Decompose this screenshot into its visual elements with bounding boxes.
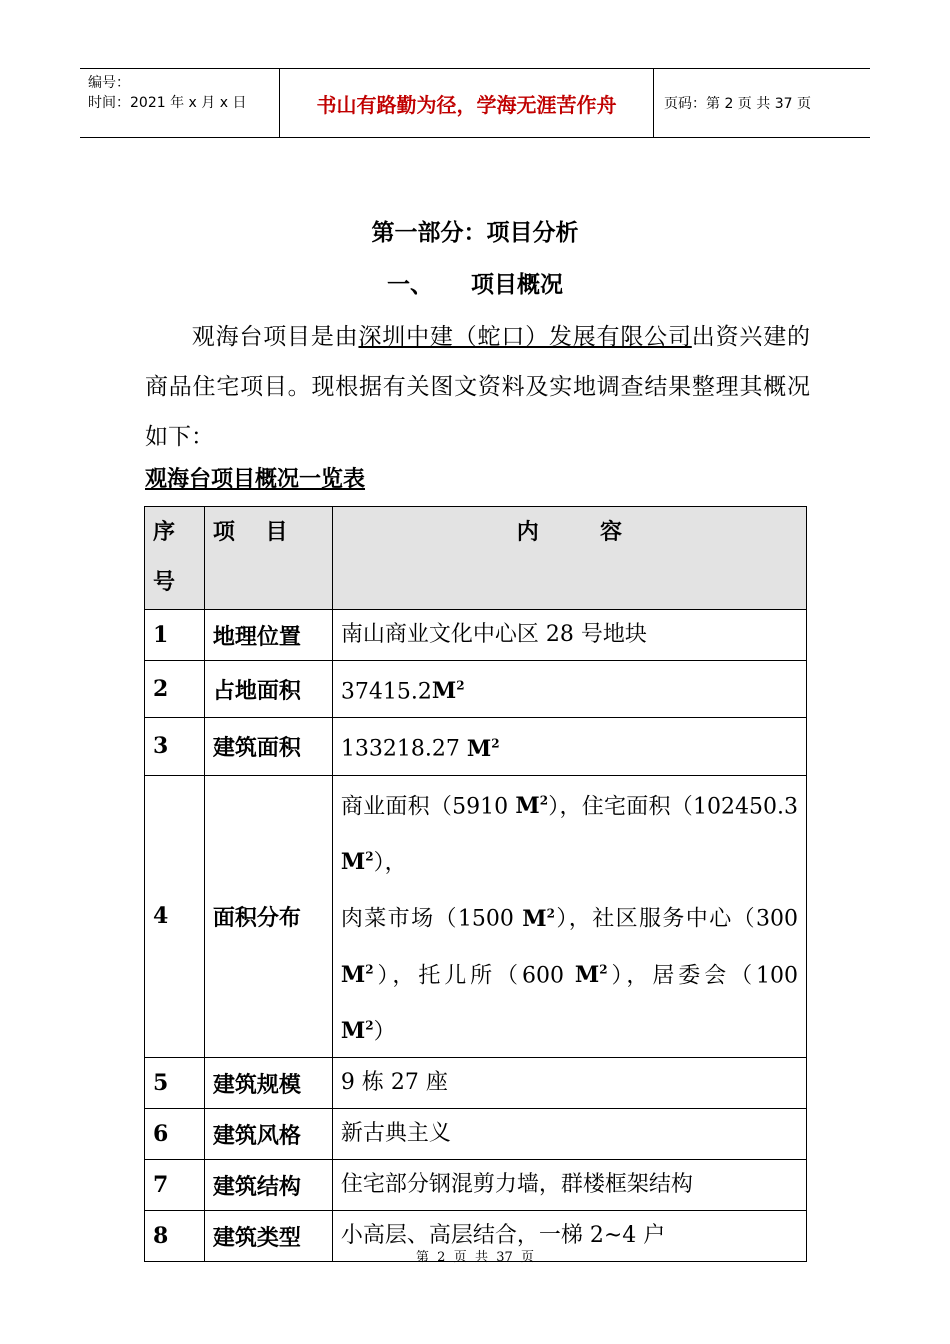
header-content	[332, 507, 806, 610]
unit-text: M	[574, 961, 600, 988]
unit-sup: 2	[599, 962, 608, 977]
part-title: 第一部分：项目分析	[371, 220, 579, 246]
header-item-text: 项 目	[212, 520, 288, 545]
unit-sup: 2	[365, 962, 374, 977]
part: ），托儿所（600	[373, 962, 575, 988]
row-value	[332, 661, 806, 718]
row-key: 面积分布	[204, 775, 332, 1058]
unit-sup: 2	[365, 1018, 374, 1033]
intro-after: 出资兴建的商品住宅项目。现根据有关图文资料及实地调查结果整理其概况如下：	[145, 324, 811, 450]
unit	[432, 678, 465, 704]
unit	[467, 736, 500, 762]
row-number: 7	[145, 1160, 205, 1211]
row-number: 2	[145, 661, 205, 718]
unit-sup: 2	[456, 679, 465, 693]
header-seq	[145, 507, 205, 610]
unit-text: M	[340, 849, 366, 876]
row-key: 建筑风格	[204, 1109, 332, 1160]
unit-text: M	[340, 1018, 366, 1045]
header-meta	[80, 69, 280, 137]
row-value: 南山商业文化中心区 28 号地块	[332, 610, 806, 661]
table-row	[145, 1058, 807, 1109]
table-row	[145, 1160, 807, 1211]
row-number: 4	[145, 775, 205, 1058]
unit-text: M	[515, 792, 540, 819]
unit-text: M	[340, 961, 366, 988]
row-key: 建筑类型	[204, 1211, 332, 1262]
row-key: 建筑结构	[204, 1160, 332, 1211]
header-motto: 书山有路勤为径，学海无涯苦作舟	[280, 69, 654, 137]
unit	[341, 1018, 374, 1044]
table-row	[145, 1109, 807, 1160]
unit-text: M	[431, 678, 457, 705]
page-header	[80, 68, 870, 138]
unit	[341, 849, 374, 875]
part: ）	[373, 1019, 396, 1045]
row-key: 建筑面积	[204, 718, 332, 775]
header-page-label: 页码：第 2 页 共 37 页	[664, 96, 811, 112]
time-label: 时间：2021 年 x 月 x 日	[88, 95, 247, 111]
header-seq-text: 序号	[153, 520, 176, 595]
row-number: 1	[145, 610, 205, 661]
unit	[515, 793, 548, 819]
part: ），住宅面积（102450.3	[548, 793, 798, 819]
row-value: 住宅部分钢混剪力墙，群楼框架结构	[332, 1160, 806, 1211]
row-key: 建筑规模	[204, 1058, 332, 1109]
table-row	[145, 718, 807, 775]
overview-table	[144, 506, 807, 1262]
table-row	[145, 775, 807, 1058]
part: ），居委会（100	[607, 962, 798, 988]
section-number: 一、	[387, 272, 433, 298]
table-title: 观海台项目概况一览表	[145, 467, 366, 492]
intro-paragraph	[145, 312, 810, 462]
page-footer: 第 2 页 共 37 页	[415, 1250, 535, 1265]
row-key: 地理位置	[204, 610, 332, 661]
header-item	[204, 507, 332, 610]
row-number: 3	[145, 718, 205, 775]
section-title: 项目概况	[471, 272, 563, 298]
unit-sup: 2	[491, 736, 500, 751]
unit-text: M	[522, 905, 547, 932]
intro-before: 观海台项目是由	[191, 324, 359, 350]
part: 商业面积（5910	[340, 793, 516, 819]
part: ），	[373, 850, 407, 876]
row-key: 占地面积	[204, 661, 332, 718]
unit-text: M	[466, 735, 492, 762]
value-text: 37415.2	[340, 679, 432, 705]
number-label: 编号：	[88, 75, 130, 91]
intro-company: 深圳中建（蛇口）发展有限公司	[358, 324, 692, 350]
unit	[522, 906, 555, 932]
part: ），社区服务中心（300	[554, 906, 798, 932]
unit-sup: 2	[546, 906, 555, 921]
row-number: 5	[145, 1058, 205, 1109]
unit	[575, 962, 608, 988]
row-number: 6	[145, 1109, 205, 1160]
row-value-area-distribution	[332, 775, 806, 1058]
table-header-row	[145, 507, 807, 610]
part: 肉菜市场（1500	[340, 906, 523, 932]
section-heading	[0, 266, 950, 299]
row-value: 小高层、高层结合，一梯 2~4 户	[332, 1211, 806, 1262]
header-content-text: 内 容	[516, 520, 623, 545]
unit-sup: 2	[539, 793, 549, 808]
row-number: 8	[145, 1211, 205, 1262]
row-value: 9 栋 27 座	[332, 1058, 806, 1109]
table-row	[145, 661, 807, 718]
value-text: 133218.27	[340, 736, 467, 762]
unit	[341, 962, 374, 988]
row-value: 新古典主义	[332, 1109, 806, 1160]
table-row	[145, 610, 807, 661]
unit-sup: 2	[365, 849, 374, 864]
row-value	[332, 718, 806, 775]
